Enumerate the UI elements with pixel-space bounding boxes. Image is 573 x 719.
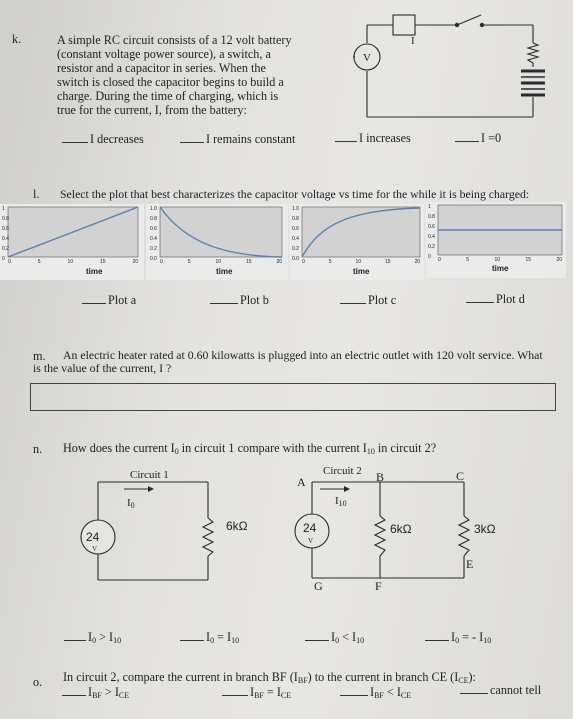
rc-circuit-diagram bbox=[345, 5, 570, 125]
plot-a-xlabel: time bbox=[86, 267, 103, 276]
n-option-b[interactable]: $I_0 = I_{10}$ bbox=[180, 630, 239, 648]
circuit-2-resistor-6k bbox=[375, 516, 385, 556]
plot-c-x-ticks: 0 5 10 15 20 bbox=[302, 259, 420, 265]
node-g-label: G bbox=[314, 579, 323, 593]
circuit-1-resistor-label: 6kΩ bbox=[226, 519, 248, 533]
current-arrow-icon bbox=[344, 486, 350, 492]
voltmeter-label: V bbox=[363, 52, 371, 64]
n-option-c[interactable]: $I_0 < I_{10}$ bbox=[305, 630, 364, 648]
circuit-1-source-value: 24 bbox=[86, 530, 100, 544]
circuit-2-resistor-3k bbox=[459, 516, 469, 556]
question-l-marker: l. bbox=[33, 187, 40, 201]
plot-a-x-ticks: 0 5 10 15 20 bbox=[8, 259, 138, 265]
circuit-1-title: Circuit 1 bbox=[130, 469, 169, 481]
node-f-label: F bbox=[375, 579, 382, 593]
circuit-1-current-label: $I_0$ bbox=[127, 497, 135, 510]
plot-c-y-ticks: 1.0 0.8 0.6 0.4 0.2 0.0 bbox=[292, 206, 299, 262]
question-k-line-1: A simple RC circuit consists of a 12 volt battery bbox=[57, 33, 292, 47]
n-option-d[interactable]: $I_0$ = - $I_{10}$ bbox=[425, 630, 491, 648]
question-l-text: Select the plot that best characterizes the capacitor voltage vs time for the while it is being charged: bbox=[60, 187, 530, 201]
question-n-text: How does the current $I_0$ in circuit 1 compare with the current $I_{10}$ in circuit 2? bbox=[63, 441, 437, 456]
k-option-a[interactable]: I decreases bbox=[62, 132, 144, 146]
question-k-line-2: (constant voltage power source), a switch, a bbox=[57, 47, 271, 61]
current-arrow-icon bbox=[148, 486, 154, 492]
question-k-marker: k. bbox=[12, 32, 22, 46]
circuit-2-source-value: 24 bbox=[303, 521, 317, 535]
circuit-1-resistor bbox=[203, 518, 213, 556]
answer-box-m[interactable] bbox=[30, 383, 556, 411]
circuit-2-title: Circuit 2 bbox=[323, 465, 362, 477]
plot-d-x-ticks: 0 5 10 15 20 bbox=[438, 257, 562, 263]
circuit-2-current-label: $I_{10}$ bbox=[335, 495, 347, 508]
k-option-b[interactable]: I remains constant bbox=[180, 132, 295, 146]
question-m-marker: m. bbox=[33, 349, 46, 363]
circuit-2-r2-label: 3kΩ bbox=[474, 522, 496, 536]
plot-b-y-ticks: 1.0 0.8 0.6 0.4 0.2 0.0 bbox=[150, 206, 157, 262]
node-b-label: B bbox=[376, 470, 385, 484]
plot-b-x-ticks: 0 5 10 15 20 bbox=[160, 259, 282, 265]
ammeter-box bbox=[393, 15, 415, 35]
circuit-1-source-unit: V bbox=[92, 545, 98, 553]
o-option-c[interactable]: $I_{BF} < I_{CE}$ bbox=[340, 685, 411, 703]
plot-a-y-ticks: 1 0.8 0.6 0.4 0.2 0 bbox=[2, 206, 9, 262]
o-option-d[interactable]: cannot tell bbox=[460, 683, 541, 697]
plot-d-y-ticks: 1 0.8 0.6 0.4 0.2 0 bbox=[428, 204, 435, 260]
o-option-b[interactable]: $I_{BF} = I_{CE}$ bbox=[222, 685, 291, 703]
question-m-line-1: An electric heater rated at 0.60 kilowatts is plugged into an electric outlet with 120 volt service. What bbox=[63, 348, 543, 362]
question-k-line-5: charge. During the time of charging, which is bbox=[57, 89, 279, 103]
l-option-c[interactable]: Plot c bbox=[340, 293, 396, 307]
n-option-a[interactable]: $I_0 > I_{10}$ bbox=[64, 630, 121, 648]
question-k-line-3: resistor and a capacitor in series. When the bbox=[57, 61, 266, 75]
node-e-label: E bbox=[466, 557, 474, 571]
l-option-d[interactable]: Plot d bbox=[466, 292, 525, 306]
node-a-label: A bbox=[297, 475, 306, 489]
question-o-text: In circuit 2, compare the current in branch BF $(I_{BF})$ to the current in branch CE $(I_{CE})$: bbox=[63, 670, 476, 685]
plot-c-xlabel: time bbox=[353, 267, 370, 276]
plot-b-xlabel: time bbox=[216, 267, 233, 276]
circuit-2-r1-label: 6kΩ bbox=[390, 522, 412, 536]
plot-a-graph bbox=[0, 204, 144, 280]
ammeter-label: I bbox=[411, 35, 415, 47]
question-k-line-6: true for the current, I, from the battery: bbox=[57, 103, 247, 117]
k-option-c[interactable]: I increases bbox=[335, 131, 411, 145]
question-o-marker: o. bbox=[33, 675, 43, 689]
question-m-line-2: is the value of the current, I ? bbox=[33, 361, 172, 375]
l-option-a[interactable]: Plot a bbox=[82, 293, 136, 307]
battery-icon bbox=[521, 71, 545, 95]
k-option-d[interactable]: I =0 bbox=[455, 131, 501, 145]
question-n-marker: n. bbox=[33, 442, 43, 456]
o-option-a[interactable]: $I_{BF} > I_{CE}$ bbox=[62, 685, 129, 703]
l-option-b[interactable]: Plot b bbox=[210, 293, 269, 307]
question-k-line-4: switch is closed the capacitor begins to build a bbox=[57, 75, 284, 89]
plot-d-xlabel: time bbox=[492, 264, 509, 273]
node-c-label: C bbox=[456, 469, 465, 483]
circuit-2-source-unit: V bbox=[308, 537, 314, 545]
